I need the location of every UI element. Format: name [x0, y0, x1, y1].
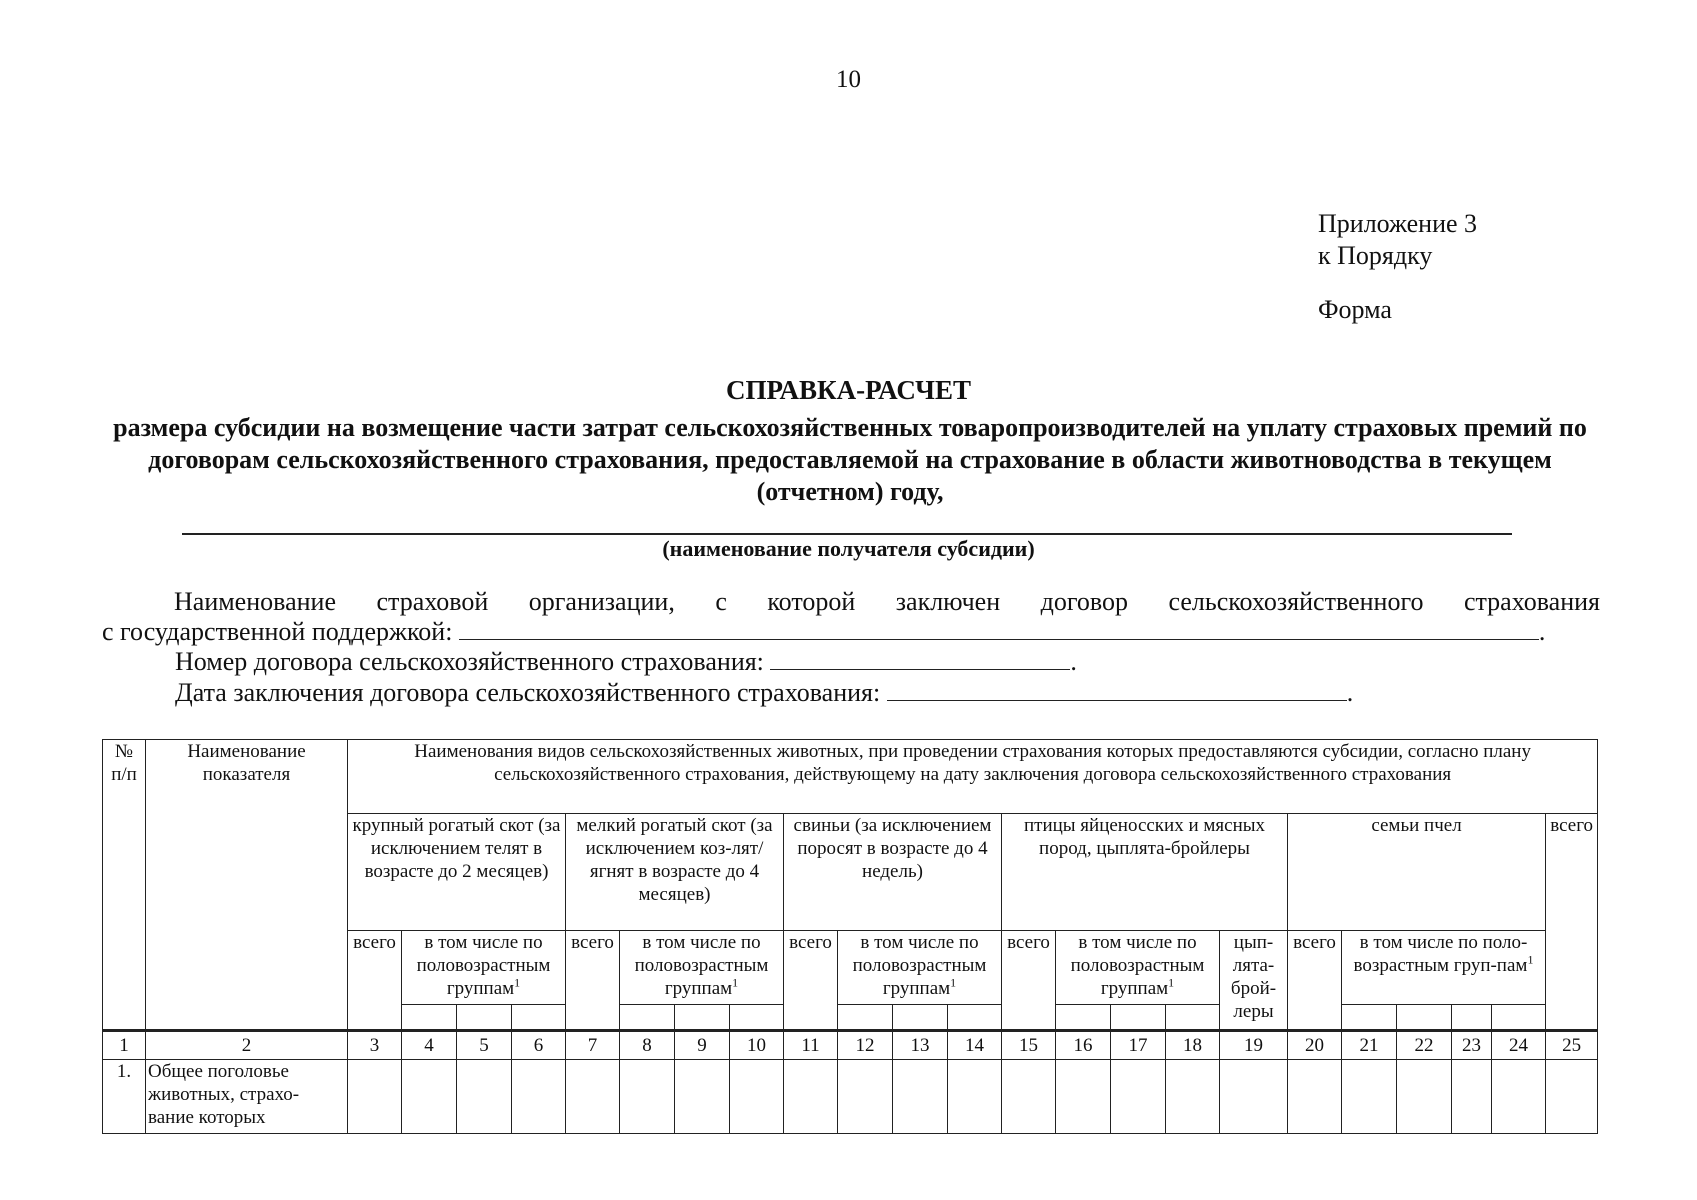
insurer-period: .: [1538, 617, 1546, 646]
insurer-line: [102, 617, 1545, 647]
groups-text: в том числе по половозрастным группам: [1070, 932, 1205, 999]
data-cell[interactable]: [402, 1060, 457, 1134]
subgroup-cell: [1492, 1005, 1546, 1031]
col-number: 17: [1111, 1031, 1166, 1060]
header-groups-cattle: [402, 931, 566, 1005]
page-number: 10: [836, 66, 861, 93]
subgroup-cell: [1342, 1005, 1397, 1031]
header-animal-types: Наименования видов сельскохозяйственных животных, при проведении страхования которых предоставляются субсидии, согласно плану сельскохозяйственного страхования, действующему на дату заключения договора сельскохозяйственного страхования: [348, 740, 1598, 814]
header-all-pigs: всего: [784, 931, 838, 1031]
data-cell[interactable]: [620, 1060, 675, 1134]
data-cell[interactable]: [730, 1060, 784, 1134]
col-number: 16: [1056, 1031, 1111, 1060]
form-label: Форма: [1318, 295, 1392, 324]
col-number: 6: [512, 1031, 566, 1060]
col-number: 19: [1220, 1031, 1288, 1060]
col-number: 4: [402, 1031, 457, 1060]
header-groups-small-cattle: [620, 931, 784, 1005]
header-bees: семьи пчел: [1288, 814, 1546, 931]
appendix-label: [1318, 208, 1477, 272]
col-number: 1: [103, 1031, 146, 1060]
header-all-small-cattle: всего: [566, 931, 620, 1031]
insurer-label: с государственной поддержкой:: [102, 617, 453, 646]
header-groups-poultry: [1056, 931, 1220, 1005]
contract-number-period: .: [1070, 647, 1077, 676]
document-title: СПРАВКА-РАСЧЕТ: [726, 375, 971, 405]
subgroup-cell: [620, 1005, 675, 1031]
data-cell[interactable]: [1342, 1060, 1397, 1134]
col-number: 25: [1546, 1031, 1598, 1060]
data-cell[interactable]: [1288, 1060, 1342, 1134]
subgroup-cell: [730, 1005, 784, 1031]
col-number: 10: [730, 1031, 784, 1060]
recipient-blank-line[interactable]: [182, 533, 1512, 535]
contract-number-line: [175, 647, 1077, 677]
header-indicator: Наименование показателя: [146, 740, 348, 1031]
data-cell[interactable]: [838, 1060, 893, 1134]
subgroup-cell: [948, 1005, 1002, 1031]
data-cell[interactable]: [1492, 1060, 1546, 1134]
col-number: 18: [1166, 1031, 1220, 1060]
col-number: 2: [146, 1031, 348, 1060]
data-cell[interactable]: [566, 1060, 620, 1134]
data-cell[interactable]: [893, 1060, 948, 1134]
data-cell[interactable]: [512, 1060, 566, 1134]
subgroup-cell: [675, 1005, 730, 1031]
col-number: 8: [620, 1031, 675, 1060]
col-number: 20: [1288, 1031, 1342, 1060]
subgroup-cell: [1397, 1005, 1452, 1031]
col-number: 7: [566, 1031, 620, 1060]
document-subtitle: размера субсидии на возмещение части затрат сельскохозяйственных товаропроизводителей на уплату страховых премий по договорам сельскохозяйственного страхования, предоставляемой на страхование в области животноводства в текущем (отчетном) году,: [113, 413, 1587, 506]
footnote-mark: 1: [1527, 952, 1534, 967]
contract-date-field[interactable]: [887, 678, 1347, 701]
data-cell[interactable]: [348, 1060, 402, 1134]
data-cell[interactable]: [784, 1060, 838, 1134]
insurer-text: Наименование страховой организации, с которой заключен договор сельскохозяйственного страхования: [174, 587, 1600, 616]
header-num: № п/п: [103, 740, 146, 1031]
header-small-cattle: мелкий рогатый скот (за исключением коз-лят/ягнят в возрасте до 4 месяцев): [566, 814, 784, 931]
footnote-mark: 1: [514, 975, 521, 990]
data-cell[interactable]: [1452, 1060, 1492, 1134]
subgroup-cell: [402, 1005, 457, 1031]
data-cell[interactable]: [1166, 1060, 1220, 1134]
contract-number-field[interactable]: [770, 647, 1070, 670]
data-cell[interactable]: [457, 1060, 512, 1134]
footnote-mark: 1: [950, 975, 957, 990]
col-number: 15: [1002, 1031, 1056, 1060]
col-number: 12: [838, 1031, 893, 1060]
groups-text: в том числе по половозрастным группам: [852, 932, 987, 999]
subgroup-cell: [1166, 1005, 1220, 1031]
contract-number-label: Номер договора сельскохозяйственного страхования:: [175, 647, 764, 676]
col-number: 14: [948, 1031, 1002, 1060]
contract-date-line: [175, 678, 1353, 708]
data-cell[interactable]: [1546, 1060, 1598, 1134]
data-cell[interactable]: [1397, 1060, 1452, 1134]
subgroup-cell: [1452, 1005, 1492, 1031]
data-cell[interactable]: [1111, 1060, 1166, 1134]
appendix-line1: Приложение 3: [1318, 209, 1478, 238]
col-number: 3: [348, 1031, 402, 1060]
calculation-table: [102, 739, 1598, 1134]
header-all-bees: всего: [1288, 931, 1342, 1031]
col-number: 13: [893, 1031, 948, 1060]
col-number: 21: [1342, 1031, 1397, 1060]
header-poultry: птицы яйценосских и мясных пород, цыплята-бройлеры: [1002, 814, 1288, 931]
header-all-cattle: всего: [348, 931, 402, 1031]
data-cell[interactable]: [948, 1060, 1002, 1134]
header-groups-pigs: [838, 931, 1002, 1005]
contract-date-period: .: [1346, 678, 1354, 707]
col-number: 11: [784, 1031, 838, 1060]
recipient-caption: (наименование получателя субсидии): [662, 536, 1035, 561]
subgroup-cell: [838, 1005, 893, 1031]
col-number: 24: [1492, 1031, 1546, 1060]
insurer-field[interactable]: [459, 617, 1539, 640]
header-pigs: свиньи (за исключением поросят в возрасте до 4 недель): [784, 814, 1002, 931]
appendix-line2: к Порядку: [1318, 241, 1433, 270]
col-number: 9: [675, 1031, 730, 1060]
header-broilers: цып-лята-брой-леры: [1220, 931, 1288, 1031]
table-row: [103, 1060, 1598, 1134]
row-label: Общее поголовье животных, страхо-вание которых: [146, 1060, 348, 1134]
col-number: 23: [1452, 1031, 1492, 1060]
col-number: 22: [1397, 1031, 1452, 1060]
data-cell[interactable]: [1002, 1060, 1056, 1134]
groups-text: в том числе по половозрастным группам: [416, 932, 551, 999]
data-cell[interactable]: [1220, 1060, 1288, 1134]
subgroup-cell: [457, 1005, 512, 1031]
footnote-mark: 1: [1168, 975, 1175, 990]
contract-date-label: Дата заключения договора сельскохозяйственного страхования:: [175, 678, 881, 707]
subgroup-cell: [512, 1005, 566, 1031]
data-cell[interactable]: [675, 1060, 730, 1134]
subgroup-cell: [1056, 1005, 1111, 1031]
col-number: 5: [457, 1031, 512, 1060]
header-groups-bees: [1342, 931, 1546, 1005]
row-number: 1.: [103, 1060, 146, 1134]
column-numbers-row: [103, 1031, 1598, 1060]
subgroup-cell: [1111, 1005, 1166, 1031]
data-cell[interactable]: [1056, 1060, 1111, 1134]
header-cattle: крупный рогатый скот (за исключением телят в возрасте до 2 месяцев): [348, 814, 566, 931]
header-total: всего: [1546, 814, 1598, 1031]
footnote-mark: 1: [732, 975, 739, 990]
header-all-poultry: всего: [1002, 931, 1056, 1031]
groups-text: в том числе по половозрастным группам: [634, 932, 769, 999]
groups-text: в том числе по поло-возрастным груп-пам: [1353, 932, 1528, 976]
subgroup-cell: [893, 1005, 948, 1031]
